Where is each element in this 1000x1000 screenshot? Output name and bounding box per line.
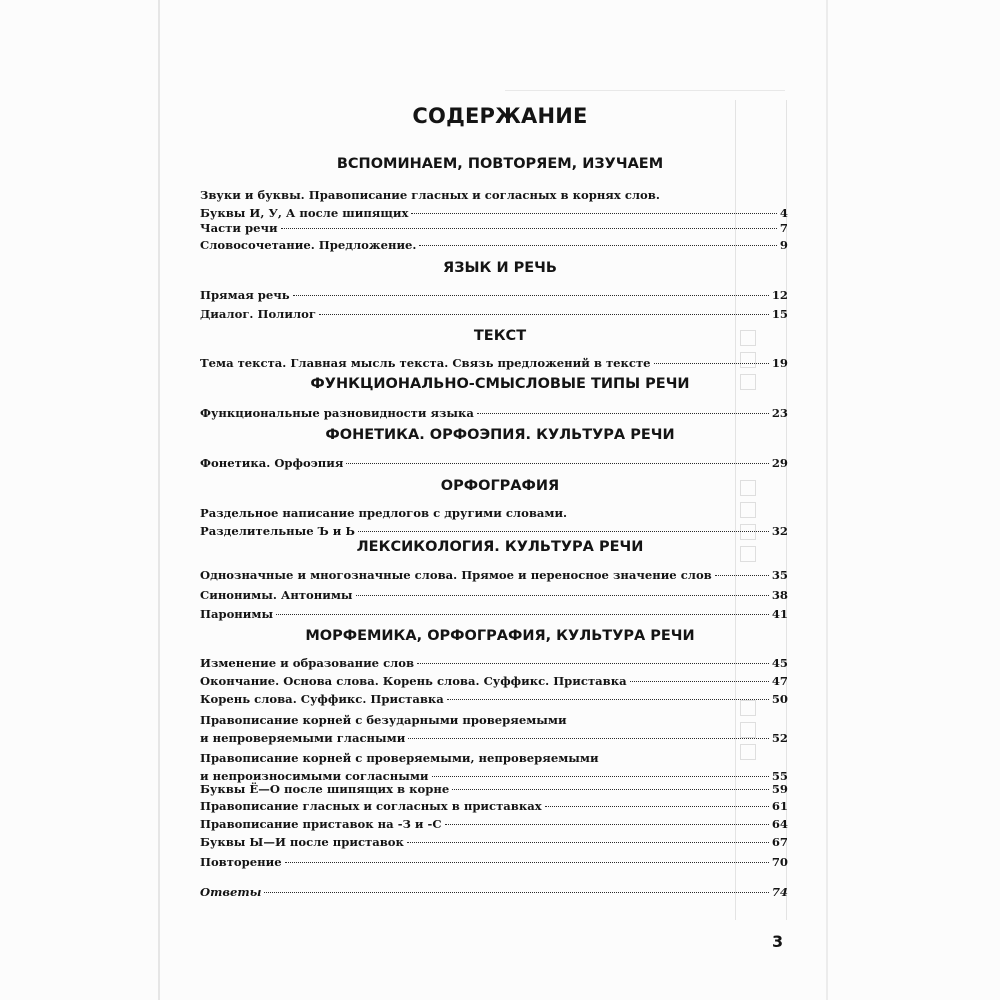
toc-entry-text: Буквы И, У, А после шипящих (200, 206, 409, 220)
toc-entry-text: Ответы (200, 885, 262, 899)
toc-entry[interactable] (200, 690, 788, 708)
dot-leader (715, 575, 769, 576)
toc-entry-page: 7 (779, 221, 788, 235)
toc-entry-text: Диалог. Полилог (200, 307, 316, 321)
toc-entry-page: 15 (771, 307, 788, 321)
toc-entry[interactable] (200, 236, 788, 254)
toc-entry-text: Повторение (200, 855, 282, 869)
toc-entry-page: 47 (771, 674, 788, 688)
section-heading: ЛЕКСИКОЛОГИЯ. КУЛЬТУРА РЕЧИ (356, 539, 644, 555)
dot-leader (477, 413, 769, 414)
toc-entry[interactable] (200, 305, 788, 323)
page-edge-left (158, 0, 160, 1000)
toc-entry-text: Правописание гласных и согласных в приставках (200, 799, 542, 813)
toc-entry-text: Части речи (200, 221, 278, 235)
page-number: 3 (772, 932, 784, 951)
dot-leader (281, 228, 777, 229)
toc-entry-text: Паронимы (200, 607, 274, 621)
toc-entry-text-line: Правописание корней с проверяемыми, непроверяемыми (200, 751, 599, 765)
toc-entry[interactable] (200, 853, 788, 871)
toc-entry-text: Окончание. Основа слова. Корень слова. Суффикс. Приставка (200, 674, 627, 688)
toc-entry-page: 45 (771, 656, 788, 670)
toc-entry-page: 70 (771, 855, 788, 869)
toc-entry[interactable] (200, 286, 788, 304)
toc-entry[interactable] (200, 605, 788, 623)
dot-leader (630, 681, 769, 682)
toc-entry-page: 32 (771, 524, 788, 538)
toc-entry-text: Фонетика. Орфоэпия (200, 456, 344, 470)
toc-entry-text: Буквы Ы—И после приставок (200, 835, 404, 849)
toc-entry-page: 64 (771, 817, 788, 831)
toc-entry-text: Изменение и образование слов (200, 656, 415, 670)
toc-entry-page: 19 (771, 356, 788, 370)
toc-entry-page: 35 (771, 568, 788, 582)
page-title: СОДЕРЖАНИЕ (412, 104, 588, 128)
dot-leader (346, 463, 768, 464)
toc-entry-page: 23 (771, 406, 788, 420)
toc-entry[interactable] (200, 797, 788, 815)
toc-entry-page: 41 (771, 607, 788, 621)
toc-entry-text: Функциональные разновидности языка (200, 406, 474, 420)
dot-leader (319, 314, 769, 315)
toc-entry-page: 52 (771, 731, 788, 745)
toc-entry-text: Тема текста. Главная мысль текста. Связь предложений в тексте (200, 356, 651, 370)
section-heading: МОРФЕМИКА, ОРФОГРАФИЯ, КУЛЬТУРА РЕЧИ (305, 628, 695, 644)
toc-entry-text: Корень слова. Суффикс. Приставка (200, 692, 444, 706)
dot-leader (408, 738, 769, 739)
show-through-header (505, 72, 785, 91)
section-heading: ВСПОМИНАЕМ, ПОВТОРЯЕМ, ИЗУЧАЕМ (336, 156, 664, 172)
dot-leader (452, 789, 769, 790)
toc-entry-page: 12 (771, 288, 788, 302)
toc-entry-text: Однозначные и многозначные слова. Прямое и переносное значение слов (200, 568, 712, 582)
dot-leader (358, 531, 769, 532)
dot-leader (276, 614, 769, 615)
toc-entry[interactable] (200, 354, 788, 372)
toc-entry-page: 55 (771, 769, 788, 783)
toc-entry[interactable] (200, 566, 788, 584)
section-heading: ЯЗЫК И РЕЧЬ (443, 260, 557, 276)
toc-entry-text: и непроизносимыми согласными (200, 769, 429, 783)
dot-leader (407, 842, 769, 843)
dot-leader (419, 245, 776, 246)
section-heading: ФУНКЦИОНАЛЬНО-СМЫСЛОВЫЕ ТИПЫ РЕЧИ (310, 376, 690, 392)
toc-entry-answers[interactable] (200, 883, 788, 901)
dot-leader (411, 213, 776, 214)
toc-entry-text: Словосочетание. Предложение. (200, 238, 417, 252)
toc-entry-text: Буквы Ё—О после шипящих в корне (200, 782, 450, 796)
dot-leader (293, 295, 769, 296)
toc-entry-page: 67 (771, 835, 788, 849)
dot-leader (285, 862, 769, 863)
toc-entry[interactable] (200, 186, 788, 222)
toc-entry[interactable] (200, 654, 788, 672)
toc-entry[interactable] (200, 454, 788, 472)
toc-entry-page: 38 (771, 588, 788, 602)
dot-leader (417, 663, 769, 664)
dot-leader (264, 892, 768, 893)
toc-entry-text: Правописание приставок на -З и -С (200, 817, 442, 831)
toc-entry-text-line: Звуки и буквы. Правописание гласных и согласных в корнях слов. (200, 188, 660, 202)
toc-entry[interactable] (200, 504, 788, 540)
toc-entry-page: 61 (771, 799, 788, 813)
section-heading: ОРФОГРАФИЯ (440, 478, 560, 494)
toc-entry-page: 59 (771, 782, 788, 796)
toc-entry[interactable] (200, 672, 788, 690)
toc-entry[interactable] (200, 815, 788, 833)
toc-entry[interactable] (200, 780, 788, 798)
section-heading: ТЕКСТ (473, 328, 527, 344)
toc-entry-page: 50 (771, 692, 788, 706)
dot-leader (445, 824, 769, 825)
dot-leader (447, 699, 769, 700)
toc-entry-page: 29 (771, 456, 788, 470)
toc-entry-text-line: Правописание корней с безударными проверяемыми (200, 713, 567, 727)
dot-leader (545, 806, 769, 807)
toc-entry-text: Синонимы. Антонимы (200, 588, 353, 602)
toc-entry[interactable] (200, 404, 788, 422)
toc-entry-text: Разделительные Ъ и Ь (200, 524, 355, 538)
dot-leader (654, 363, 769, 364)
section-heading: ФОНЕТИКА. ОРФОЭПИЯ. КУЛЬТУРА РЕЧИ (325, 427, 675, 443)
toc-entry-text-line: Раздельное написание предлогов с другими словами. (200, 506, 568, 520)
toc-entry-page: 4 (779, 206, 788, 220)
dot-leader (432, 776, 769, 777)
toc-entry[interactable] (200, 219, 788, 237)
page-edge-right (826, 0, 828, 1000)
toc-entry-text: и непроверяемыми гласными (200, 731, 406, 745)
toc-entry-page: 9 (779, 238, 788, 252)
toc-entry[interactable] (200, 711, 788, 747)
toc-entry[interactable] (200, 586, 788, 604)
toc-entry-page: 74 (771, 885, 788, 899)
toc-entry[interactable] (200, 833, 788, 851)
dot-leader (356, 595, 769, 596)
toc-entry-text: Прямая речь (200, 288, 290, 302)
